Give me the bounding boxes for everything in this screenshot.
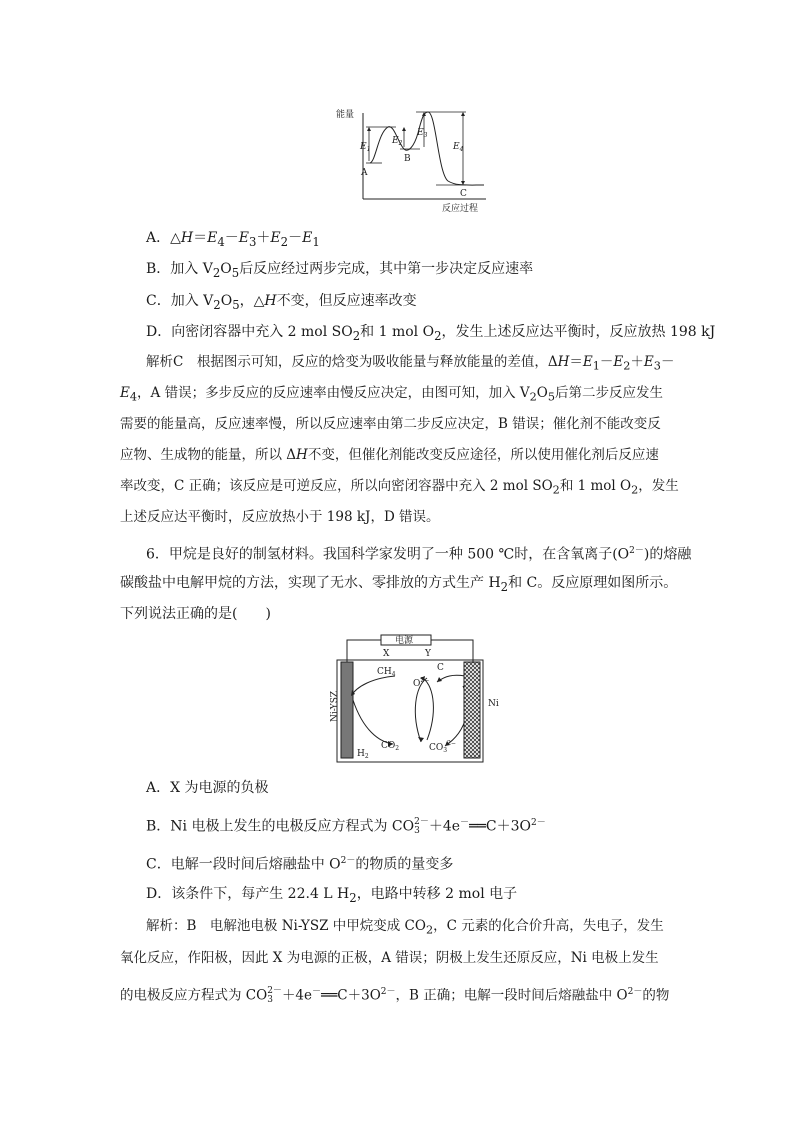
terminal-y-label: Y [425,649,431,659]
q6-option-b: B．Ni 电极上发生的电极反应方程式为 CO 2－ 3 $+4e^-══C+3O^{2-}$ [146,816,546,836]
svg-text:E4: $E_4$ [453,142,464,153]
q6-explanation-line-3: 的电极反应方程式为 CO 2－ 3 $+4e^-══C+3O^{2-}$，B 正确；电解一段时间后熔融盐中 $O^{2-}$的物 [120,986,670,1005]
energy-curve [370,112,484,185]
point-C-label: C [460,189,467,199]
q6-explanation-line-1: 解析：B 电解池电极 Ni-YSZ 中甲烷变成 $CO_2$，C 元素的化合价升高，失电子，发生 [146,918,664,937]
q5-explanation-line-5: 率改变，C 正确；该反应是可逆反应，所以向密闭容器中充入 2 mol $SO_2$和 1 mol $O_2$，发生 [120,478,679,497]
ni-electrode [464,662,480,758]
svg-text:CO2: $CO_2$ [381,741,400,752]
q6-stem-line-2: 碳酸盐中电解甲烷的方法，实现了无水、零排放的方式生产 $H_2$和 C。反应原理如图所示。 [120,575,678,594]
q6-explanation-line-2: 氧化反应，作阳极，因此 X 为电源的正极，A 错误；阴极上发生还原反应，Ni 电极上发生 [120,950,659,966]
q5-option-c: C．加入 $V_2O_5$，△H不变，但反应速率改变 [146,293,417,312]
q6-option-a: A．X 为电源的负极 [146,780,269,796]
q5-explanation-line-2: $E_4$，A 错误；多步反应的反应速率由慢反应决定，由图可知，加入 $V_2O_5$后第二步反应发生 [120,385,664,404]
power-label: 电源 [395,636,414,646]
ni-ysz-electrode [341,662,353,758]
svg-text:CO32−: $CO_3^{2-}$ [429,740,456,754]
terminal-x-label: X [383,649,390,659]
svg-text:CH4: $CH_4$ [377,667,396,678]
svg-text:H2: $H_2$ [357,749,369,760]
point-B-label: B [404,154,411,164]
point-A-label: A [361,168,368,178]
svg-text:E3: $E_3$ [417,128,428,139]
svg-text:E1: $E_1$ [360,142,371,153]
q5-option-d: D．向密闭容器中充入 2 mol $SO_2$和 1 mol $O_2$，发生上述反应达平衡时，反应放热 198 kJ [146,324,716,343]
q5-explanation-line-4: 应物、生成物的能量，所以 ΔH不变，但催化剂能改变反应途径，所以使用催化剂后反应速 [120,447,659,463]
q6-stem-line-1: 6．甲烷是良好的制氢材料。我国科学家发明了一种 500 ℃时，在含氧离子$(O^{2-})$的熔融 [146,546,692,563]
energy-diagram [336,103,496,215]
y-axis-label: 能量 [336,110,355,120]
electrolysis-diagram [330,634,499,764]
q5-explanation-line-3: 需要的能量高，反应速率慢，所以反应速率由第二步反应决定，B 错误；催化剂不能改变反 [120,416,661,432]
q6-stem-line-3: 下列说法正确的是( ) [120,606,271,622]
q5-option-a: A．$\triangle H=E_4-E_3+E_2-E_1$ [146,230,320,249]
q6-option-c: C．电解一段时间后熔融盐中 $O^{2-}$的物质的量变多 [146,856,454,873]
x-axis-label: 反应过程 [442,204,479,214]
carbon-label: C [437,663,444,673]
q5-explanation-line-6: 上述反应达平衡时，反应放热小于 198 kJ，D 错误。 [120,509,440,525]
ni-ysz-label: Ni-YSZ [330,690,340,722]
q5-option-b: B．加入 $V_2O_5$后反应经过两步完成，其中第一步决定反应速率 [146,261,534,280]
q6-option-d: D．该条件下，每产生 22.4 L $H_2$，电路中转移 2 mol 电子 [146,886,518,905]
q5-explanation-line-1: 解析C 根据图示可知，反应的焓变为吸收能量与释放能量的差值，$\Delta H=E_1-E_2+E_3-$ [146,354,675,373]
svg-text:E2: $E_2$ [392,136,403,147]
ni-label: Ni [488,699,499,709]
svg-text:O2−: $O^{2-}$ [413,677,430,689]
